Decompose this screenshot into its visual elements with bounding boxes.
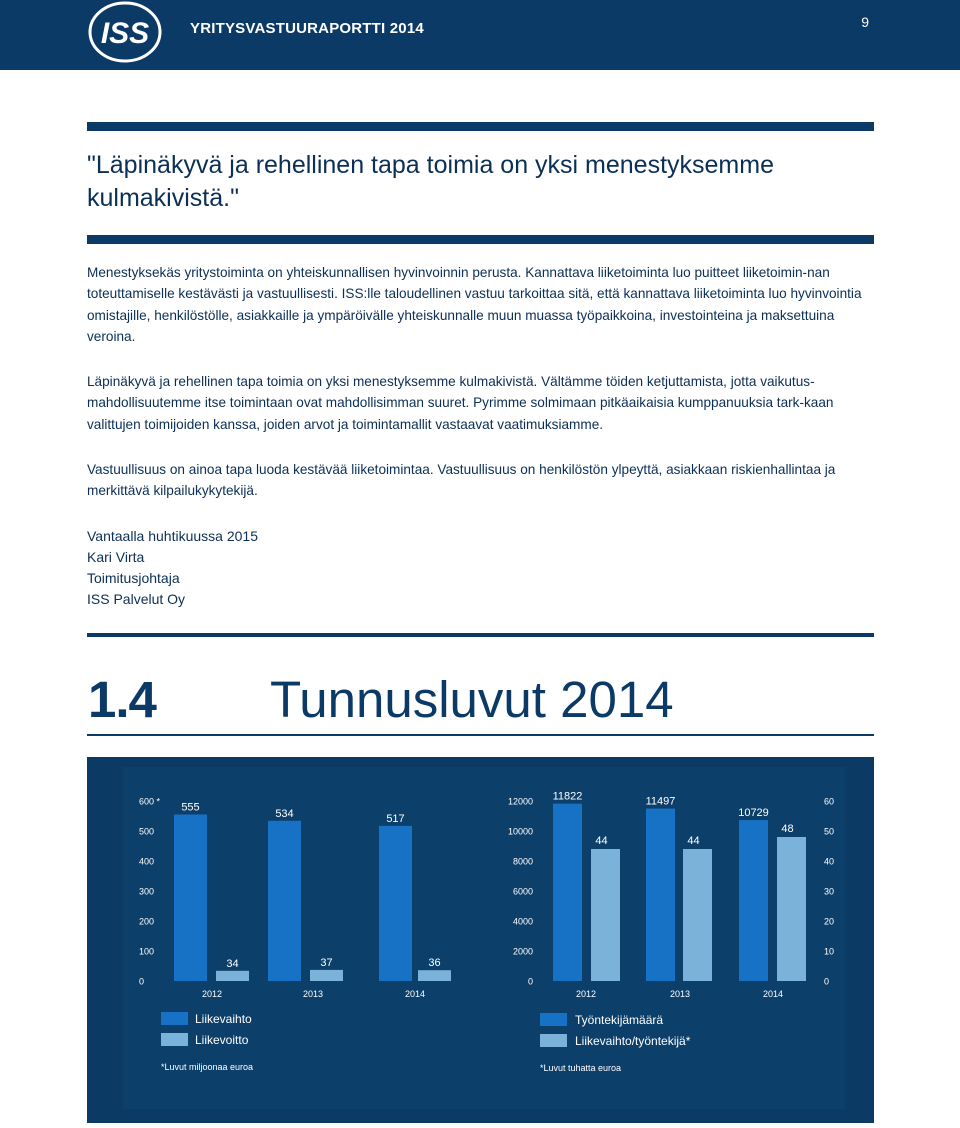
bar-tyontekijamaara: [646, 809, 675, 981]
page-number: 9: [861, 14, 869, 30]
y-left-tick-label: 2000: [512, 946, 533, 957]
legend-swatch-liikevoitto: [161, 1033, 188, 1046]
x-tick-label: 2013: [669, 989, 691, 999]
data-label: 10729: [738, 807, 769, 820]
y-right-tick-label: 0: [824, 976, 830, 987]
data-label: 36: [428, 957, 441, 970]
data-label: 555: [181, 801, 200, 814]
y-left-tick-label: 6000: [512, 886, 533, 897]
legend-swatch-tyontekijamaara: [540, 1013, 567, 1026]
y-right-tick-label: 50: [824, 826, 835, 837]
data-label: 44: [595, 835, 608, 847]
chart-footnote: *Luvut tuhatta euroa: [540, 1063, 622, 1073]
y-tick-label: 0: [139, 976, 145, 987]
bar-liikevoitto: [418, 970, 451, 981]
bar-liikevaihto-per-tyontekija: [683, 849, 712, 981]
legend-label: Työntekijämäärä: [575, 1013, 664, 1027]
y-left-tick-label: 0: [527, 976, 533, 987]
y-tick-label: 500: [139, 826, 155, 837]
data-label: 44: [687, 835, 700, 847]
bar-liikevoitto: [216, 971, 249, 981]
bar-liikevaihto-per-tyontekija: [777, 837, 806, 981]
signature-role: Toimitusjohtaja: [87, 570, 180, 586]
y-tick-label: 600 *: [139, 796, 161, 807]
y-tick-label: 400: [139, 856, 155, 867]
data-label: 11822: [552, 790, 583, 803]
y-right-tick-label: 20: [824, 916, 835, 927]
data-label: 534: [275, 807, 294, 820]
pull-quote: "Läpinäkyvä ja rehellinen tapa toimia on yksi menestyksemme kulmakivistä.": [87, 151, 774, 212]
signature-name: Kari Virta: [87, 549, 145, 565]
bar-liikevaihto-per-tyontekija: [591, 849, 620, 981]
bar-liikevoitto: [310, 970, 343, 981]
data-label: 34: [226, 957, 239, 970]
data-label: 517: [386, 812, 405, 825]
section-title: Tunnusluvut 2014: [270, 671, 674, 728]
y-left-tick-label: 10000: [507, 826, 533, 837]
legend-label: Liikevoitto: [195, 1033, 249, 1047]
x-tick-label: 2014: [404, 989, 426, 999]
bar-tyontekijamaara: [553, 804, 582, 981]
y-tick-label: 100: [139, 946, 155, 957]
y-left-tick-label: 12000: [507, 796, 533, 807]
data-label: 37: [320, 956, 333, 969]
signature-company: ISS Palvelut Oy: [87, 591, 186, 607]
bar-liikevaihto: [174, 815, 207, 982]
paragraph: Vastuullisuus on ainoa tapa luoda kestävää liiketoimintaa. Vastuullisuus on henkilöstön ylpeyttä, asiakkaan riskienhallintaa ja merkittävä kilpailukykytekijä.: [87, 462, 836, 499]
y-right-tick-label: 30: [824, 886, 835, 897]
y-right-tick-label: 10: [824, 946, 835, 957]
signature-place-date: Vantaalla huhtikuussa 2015: [87, 528, 258, 544]
report-title: YRITYSVASTUURAPORTTI 2014: [190, 20, 424, 37]
y-left-tick-label: 8000: [512, 856, 533, 867]
y-right-tick-label: 60: [824, 796, 835, 807]
paragraph: Läpinäkyvä ja rehellinen tapa toimia on yksi menestyksemme kulmakivistä. Vältämme töiden ketjuttamista, jotta vaikutus-mahdollisuutemme itse toimintaan ovat mahdollisimman suuret. Pyrimme solmimaan pitkäaikaisia kumppanuuksia tark-kaan valittujen toimijoiden kanssa, joiden arvot ja toimintamallit vastaavat vaatimuksiamme.: [87, 374, 834, 432]
x-tick-label: 2013: [302, 989, 324, 999]
section-number: 1.4: [88, 671, 156, 728]
y-tick-label: 300: [139, 886, 155, 897]
x-tick-label: 2012: [575, 989, 597, 999]
legend-label: Liikevaihto: [195, 1012, 252, 1026]
logo-text: ISS: [100, 17, 150, 50]
data-label: 11497: [645, 795, 676, 808]
chart-footnote: *Luvut miljoonaa euroa: [161, 1062, 254, 1072]
x-tick-label: 2012: [201, 989, 223, 999]
bar-tyontekijamaara: [739, 820, 768, 981]
paragraph: Menestyksekäs yritystoiminta on yhteiskunnallisen hyvinvoinnin perusta. Kannattava liiketoiminta luo puitteet liiketoimin-nan toteuttamiselle kestävästi ja vastuullisesti. ISS:lle taloudellinen vastuu tarkoittaa sitä, että kannattava liiketoiminta luo hyvinvointia omistajille, henkilöstölle, asiakkaille ja ympäröivälle yhteiskunnalle muun muassa työpaikkoina, investointeina ja maksettuina veroina.: [87, 265, 862, 344]
data-label: 48: [781, 823, 794, 835]
y-left-tick-label: 4000: [512, 916, 533, 927]
y-right-tick-label: 40: [824, 856, 835, 867]
bar-liikevaihto: [379, 826, 412, 981]
legend-swatch-liikevaihto-per-tyontekija: [540, 1034, 567, 1047]
y-tick-label: 200: [139, 916, 155, 927]
legend-swatch-liikevaihto: [161, 1012, 188, 1025]
bar-liikevaihto: [268, 821, 301, 981]
x-tick-label: 2014: [762, 989, 784, 999]
legend-label: Liikevaihto/työntekijä*: [575, 1034, 691, 1048]
